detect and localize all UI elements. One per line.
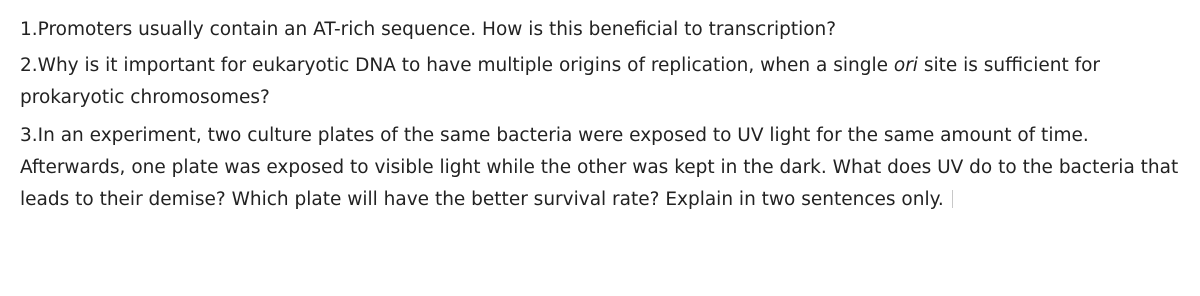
question-1 xyxy=(20,14,1180,46)
question-2 xyxy=(20,50,1180,114)
question-2-emphasis: ori xyxy=(893,55,918,76)
question-1-text: 1.Promoters usually contain an AT-rich sequence. How is this beneficial to transcription? xyxy=(20,19,837,40)
question-3 xyxy=(20,120,1180,216)
question-2-text-after: site is sufficient for prokaryotic chromosomes? xyxy=(20,55,1101,108)
question-3-text: 3.In an experiment, two culture plates of the same bacteria were exposed to UV light for the same amount of time. Afterwards, one plate was exposed to visible light while the other was kept in the dark. What does UV do to the bacteria that leads to their demise? Which plate will have the better survival rate? Explain in two sentences only. xyxy=(20,125,1179,210)
text-cursor-mark xyxy=(952,190,953,208)
question-2-text-before: 2.Why is it important for eukaryotic DNA to have multiple origins of replication, when a single xyxy=(20,55,894,76)
